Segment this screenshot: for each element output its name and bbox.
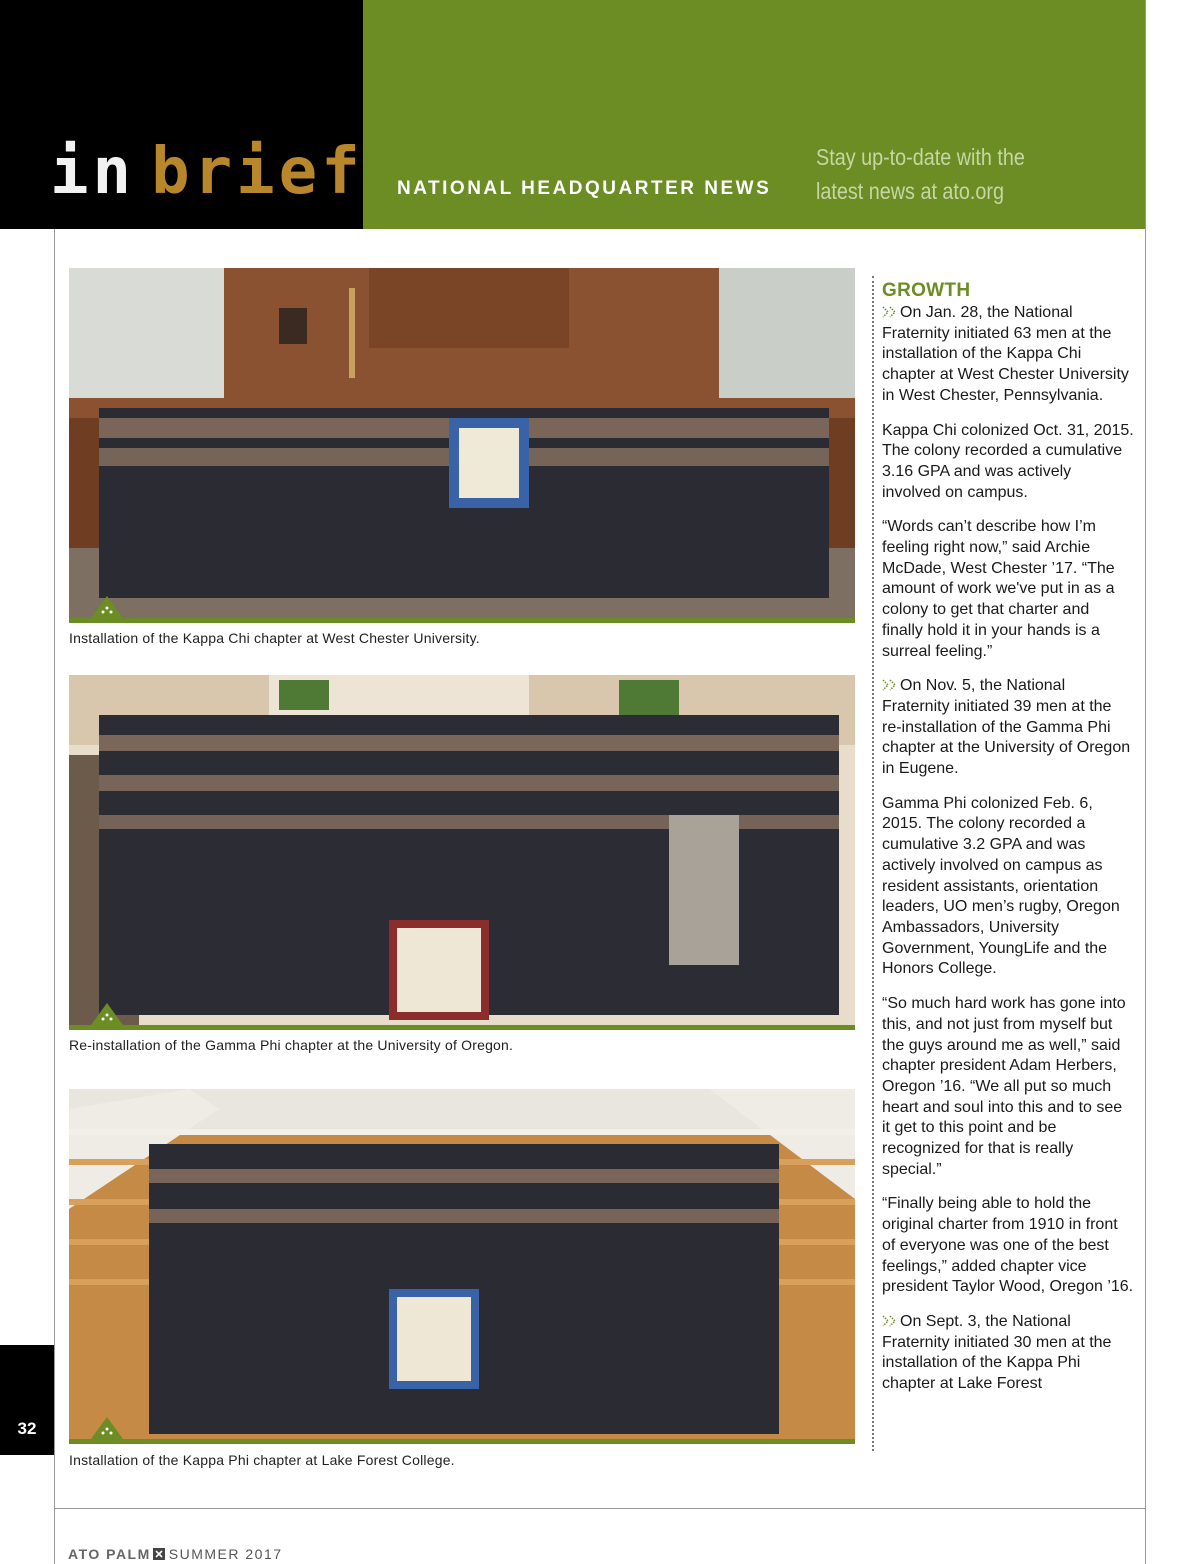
footer-rule bbox=[54, 1508, 1145, 1509]
group-photo-scene bbox=[69, 268, 855, 623]
right-margin-rule bbox=[1145, 0, 1146, 1564]
photo-gamma-phi-reinstallation bbox=[69, 675, 855, 1030]
article-quote: “Finally being able to hold the original charter from 1910 in front of everyone was one of the best feelings,” added chapter vice president Taylor Wood, Oregon ’16. bbox=[882, 1195, 1134, 1296]
photo-kappa-chi-installation bbox=[69, 268, 855, 623]
double-chevron-icon bbox=[882, 1315, 900, 1327]
logo-word-brief: brief bbox=[151, 135, 364, 209]
section-title: NATIONAL HEADQUARTER NEWS bbox=[397, 178, 772, 199]
article-paragraph: On Nov. 5, the National Fraternity initiated 39 men at the re-installation of the Gamma Phi chapter at the University of Oregon in Eugene. bbox=[882, 677, 1131, 778]
photo-corner-triangle-icon bbox=[91, 1417, 123, 1439]
article-paragraph: On Sept. 3, the National Fraternity initiated 30 men at the installation of the Kappa Phi chapter at Lake Forest bbox=[882, 1312, 1112, 1393]
issue-date: SUMMER 2017 bbox=[168, 1546, 283, 1562]
promo-line-1: Stay up-to-date with the bbox=[816, 144, 1025, 170]
article-heading: GROWTH bbox=[882, 280, 971, 301]
page-number-tab bbox=[0, 1345, 54, 1455]
promo-line-2: latest news at ato.org bbox=[816, 178, 1005, 204]
cross-icon bbox=[153, 1548, 165, 1560]
photo-corner-triangle-icon bbox=[91, 596, 123, 618]
page-number: 32 bbox=[17, 1419, 37, 1438]
section-logo bbox=[50, 135, 364, 209]
double-chevron-icon bbox=[882, 306, 900, 318]
article-quote: “So much hard work has gone into this, and not just from myself but the guys around me as well,” said chapter president Adam Herbers, Oregon ’16. “We all put so much heart and soul into this and to see it get to this point and be recognized for that is really special.” bbox=[882, 995, 1126, 1178]
article-quote: “Words can’t describe how I’m feeling right now,” said Archie McDade, West Chester ’17. “The amount of work we've put in as a colony to get that charter and finally hold it in your hands is a surreal feeling.” bbox=[882, 518, 1115, 660]
double-chevron-icon bbox=[882, 679, 900, 691]
group-photo-scene bbox=[69, 1089, 855, 1444]
growth-article bbox=[882, 280, 1134, 1409]
left-margin-rule bbox=[54, 229, 55, 1564]
column-divider bbox=[872, 276, 874, 1451]
article-paragraph: Kappa Chi colonized Oct. 31, 2015. The colony recorded a cumulative 3.16 GPA and was actively involved on campus. bbox=[882, 421, 1134, 501]
photo-corner-triangle-icon bbox=[91, 1003, 123, 1025]
logo-word-in: in bbox=[50, 135, 136, 209]
photo-kappa-phi-installation bbox=[69, 1089, 855, 1444]
group-photo-scene bbox=[69, 675, 855, 1030]
website-promo bbox=[816, 140, 1040, 208]
magazine-name: ATO PALM bbox=[68, 1546, 151, 1562]
article-paragraph: On Jan. 28, the National Fraternity initiated 63 men at the installation of the Kappa Chi chapter at West Chester University in West Chester, Pennsylvania. bbox=[882, 304, 1129, 404]
footer bbox=[68, 1546, 283, 1562]
article-paragraph: Gamma Phi colonized Feb. 6, 2015. The colony recorded a cumulative 3.2 GPA and was actively involved on campus as resident assistants, orientation leaders, UO men’s rugby, Oregon Ambassadors, University Government, YoungLife and the Honors College. bbox=[882, 794, 1120, 978]
photo-caption: Re-installation of the Gamma Phi chapter at the University of Oregon. bbox=[69, 1037, 514, 1053]
photo-caption: Installation of the Kappa Phi chapter at Lake Forest College. bbox=[69, 1452, 455, 1468]
photo-caption: Installation of the Kappa Chi chapter at West Chester University. bbox=[69, 630, 480, 646]
